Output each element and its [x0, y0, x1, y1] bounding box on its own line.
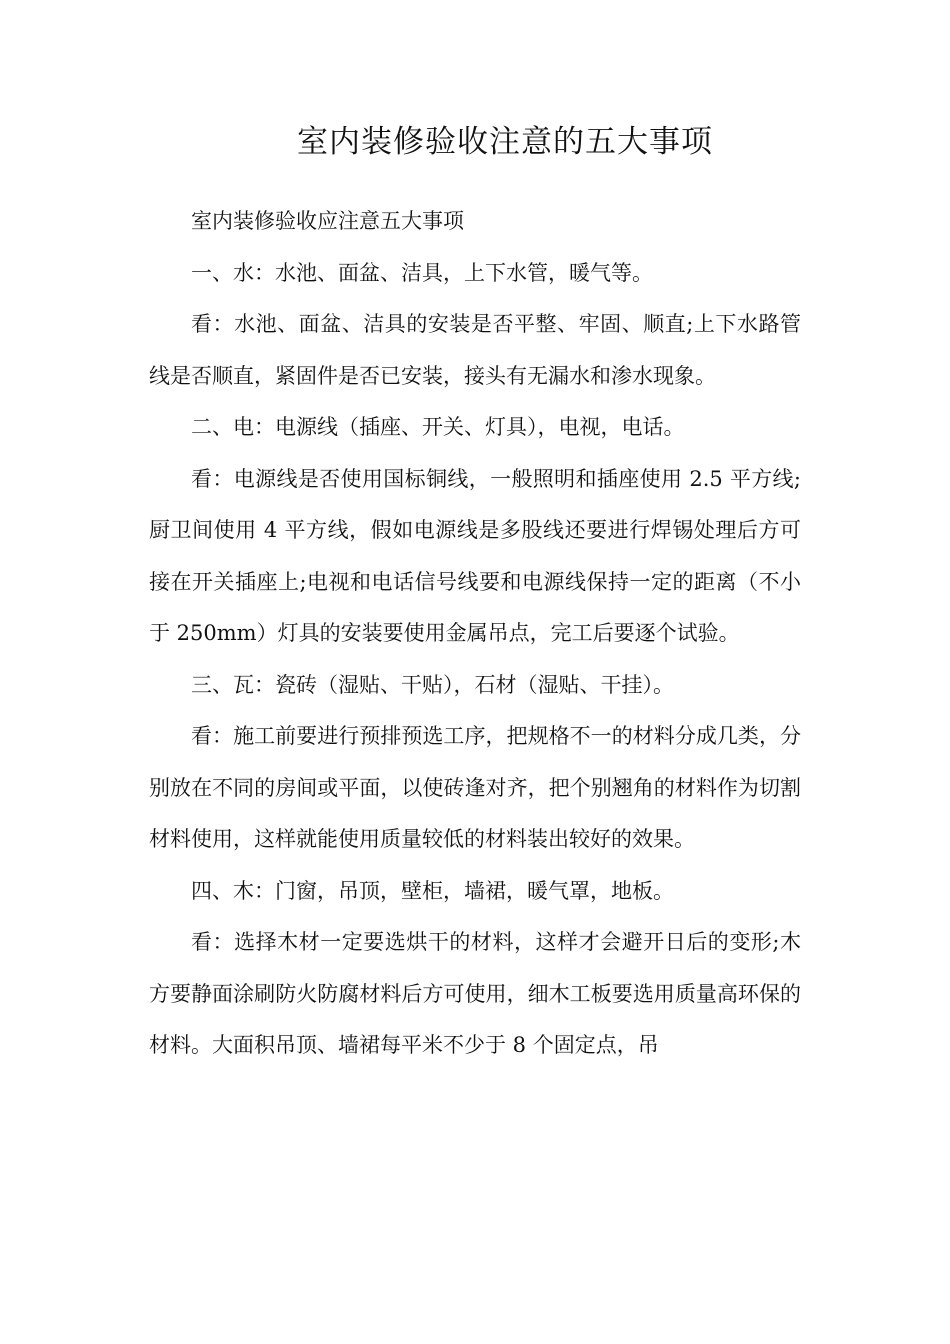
paragraph-water-heading: 一、水：水池、面盆、洁具，上下水管，暖气等。	[191, 260, 653, 285]
paragraph-tile-check: 看：施工前要进行预排预选工序，把规格不一的材料分成几类，分别放在不同的房间或平面，以使砖逢对齐，把个别翘角的材料作为切割材料使用，这样就能使用质量较低的材料装出较好的效果。	[149, 724, 801, 851]
paragraph-wood-heading: 四、木：门窗，吊顶，壁柜，墙裙，暖气罩，地板。	[191, 878, 674, 903]
document-body	[149, 196, 801, 1072]
paragraph-electric-check: 看：电源线是否使用国标铜线，一般照明和插座使用 2.5 平方线;厨卫间使用 4 平方线，假如电源线是多股线还要进行焊锡处理后方可接在开关插座上;电视和电话信号线要和电源线保持一定的距离（不小于 250mm）灯具的安装要使用金属吊点，完工后要逐个试验。	[149, 466, 801, 645]
paragraph-wood-check: 看：选择木材一定要选烘干的材料，这样才会避开日后的变形;木方要静面涂刷防火防腐材料后方可使用，细木工板要选用质量高环保的材料。大面积吊顶、墙裙每平米不少于 8 个固定点，吊	[149, 930, 801, 1057]
paragraph-electric-heading: 二、电：电源线（插座、开关、灯具），电视，电话。	[191, 415, 685, 439]
paragraph-subtitle: 室内装修验收应注意五大事项	[191, 209, 464, 233]
paragraph-water-check: 看：水池、面盆、洁具的安装是否平整、牢固、顺直;上下水路管线是否顺直，紧固件是否已安装，接头有无漏水和渗水现象。	[149, 312, 801, 388]
paragraph-tile-heading: 三、瓦：瓷砖（湿贴、干贴），石材（湿贴、干挂）。	[191, 672, 674, 697]
page-title: 室内装修验收注意的五大事项	[297, 124, 713, 160]
